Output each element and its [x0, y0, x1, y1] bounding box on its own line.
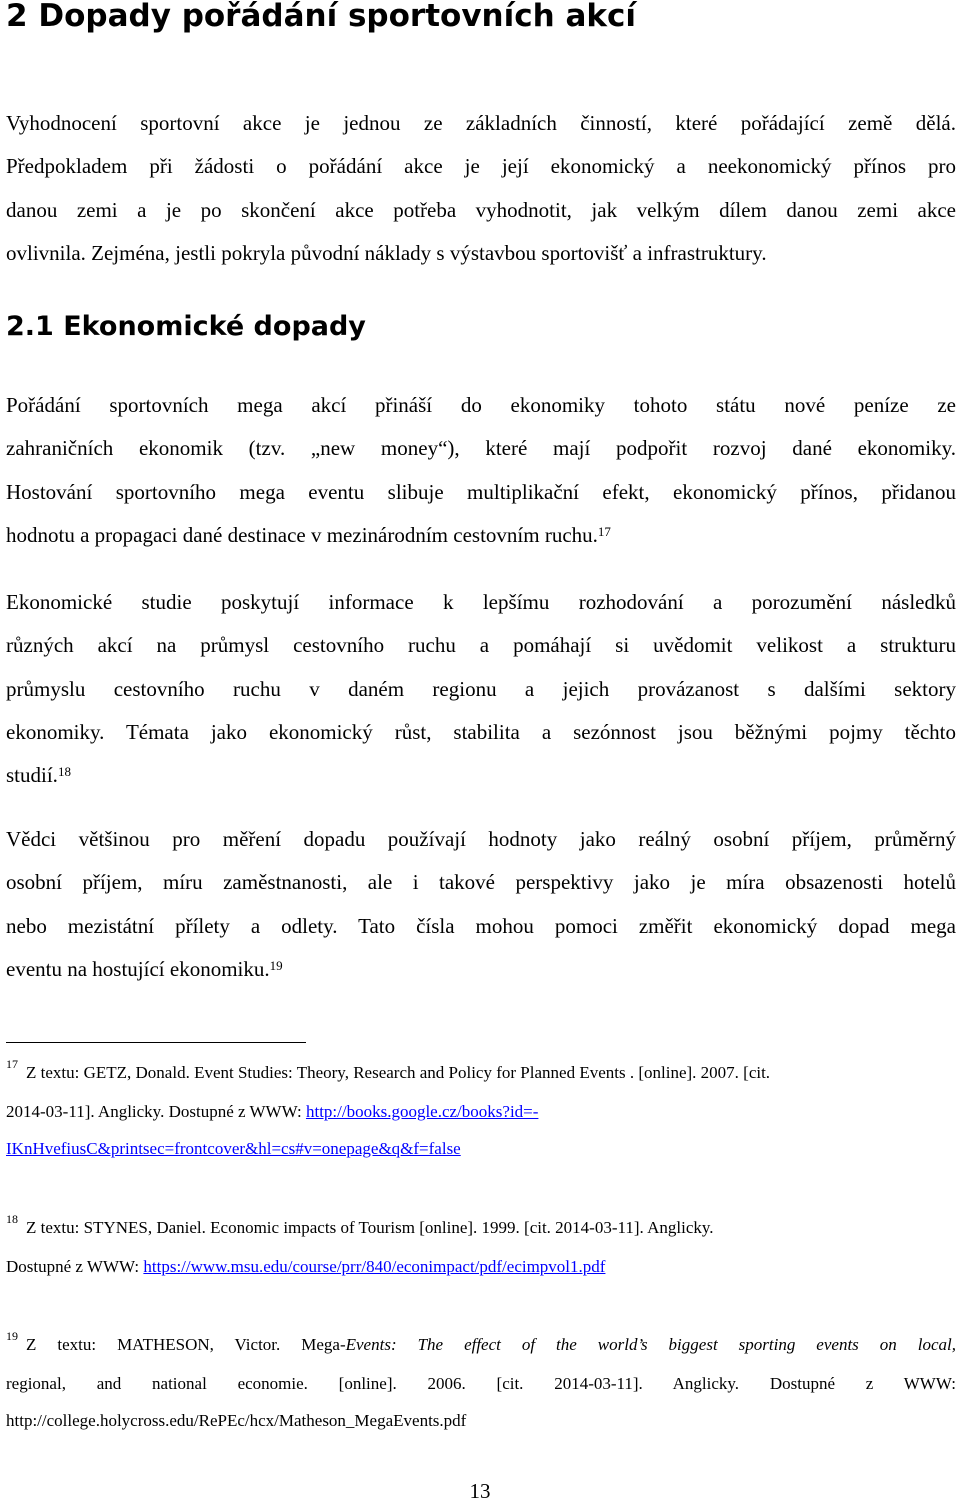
paragraph-line: Vědci většinou pro měření dopadu používají hodnoty jako reálný osobní příjem, průměrný	[6, 827, 956, 851]
footnote-title-italic: Events: The effect of the world’s biggest sporting events on local,	[345, 1335, 956, 1354]
section-heading: 2.1 Ekonomické dopady	[6, 311, 366, 342]
footnote-line	[6, 1054, 956, 1093]
paragraph-line: Ekonomické studie poskytují informace k lepšímu rozhodování a porozumění následků	[6, 590, 956, 614]
footnote-text: Z textu: STYNES, Daniel. Economic impacts of Tourism [online]. 1999. [cit. 2014-03-11]. Anglicky.	[26, 1218, 714, 1237]
paragraph-line: průmyslu cestovního ruchu v daném regionu a jejich provázanost s dalšími sektory	[6, 676, 956, 701]
paragraph-line-text: eventu na hostující ekonomiku.	[6, 956, 270, 981]
footnote-line	[6, 1093, 956, 1130]
footnote-link[interactable]: https://www.msu.edu/course/prr/840/econimpact/pdf/ecimpvol1.pdf	[143, 1257, 606, 1276]
footnote-number: 17	[6, 1057, 18, 1071]
footnote-link-continued[interactable]: IKnHvefiusC&printsec=frontcover&hl=cs#v=onepage&q&f=false	[6, 1139, 461, 1158]
paragraph-line: různých akcí na průmysl cestovního ruchu a pomáhají si uvědomit velikost a strukturu	[6, 633, 956, 658]
page-number: 13	[469, 1479, 491, 1503]
paragraph-line: danou zemi a je po skončení akce potřeba vyhodnotit, jak velkým dílem danou zemi akce	[6, 197, 956, 222]
footnote-line	[6, 1130, 956, 1167]
hosting-paragraph	[6, 471, 956, 558]
paragraph-line: Vyhodnocení sportovní akce je jednou ze základních činností, které pořádající země dělá.	[6, 111, 956, 135]
footnote-17	[6, 1054, 956, 1167]
footnote-link[interactable]: http://books.google.cz/books?id=-	[305, 1102, 539, 1121]
footnote-text: 2014-03-11]. Anglicky. Dostupné z WWW:	[6, 1102, 306, 1121]
footnote-18	[6, 1209, 956, 1285]
chapter-heading: 2 Dopady pořádání sportovních akcí	[6, 0, 637, 34]
paragraph-line: osobní příjem, míru zaměstnanosti, ale i takové perspektivy jako je míra obsazenosti hotelů	[6, 870, 956, 895]
footnote-line: regional, and national economie. [online]. 2006. [cit. 2014-03-11]. Anglicky. Dostupné z WWW:	[6, 1374, 956, 1393]
paragraph-line	[6, 948, 956, 991]
footnote-ref-17[interactable]: 17	[597, 524, 611, 540]
paragraph-line: ovlivnila. Zejména, jestli pokryla původní náklady s výstavbou sportovišť a infrastruktury.	[6, 240, 767, 265]
paragraph-line-text: studií.	[6, 763, 58, 788]
footnote-number: 18	[6, 1212, 18, 1226]
intro-paragraph	[6, 102, 956, 275]
paragraph-line: ekonomiky. Témata jako ekonomický růst, stabilita a sezónnost jsou běžnými pojmy těchto	[6, 719, 956, 744]
footnote-url-text: http://college.holycross.edu/RePEc/hcx/Matheson_MegaEvents.pdf	[6, 1411, 467, 1430]
paragraph-line	[6, 754, 956, 797]
economic-impact-paragraph	[6, 384, 956, 471]
paragraph-line: Předpokladem při žádosti o pořádání akce je její ekonomický a neekonomický přínos pro	[6, 154, 956, 179]
footnote-text: Z textu: GETZ, Donald. Event Studies: Theory, Research and Policy for Planned Events . [online]. 2007. [cit.	[26, 1063, 771, 1082]
paragraph-line: Hostování sportovního mega eventu slibuje multiplikační efekt, ekonomický přínos, přidanou	[6, 480, 956, 504]
paragraph-line: Pořádání sportovních mega akcí přináší do ekonomiky tohoto státu nové peníze ze	[6, 393, 956, 417]
footnote-ref-18[interactable]: 18	[57, 764, 71, 780]
footnote-number: 19	[6, 1329, 18, 1343]
footnote-line	[6, 1248, 956, 1285]
footnote-separator	[6, 1042, 306, 1043]
footnote-text: Z textu: MATHESON, Victor. Mega-	[26, 1335, 346, 1354]
footnote-text: Dostupné z WWW:	[6, 1257, 144, 1276]
paragraph-line-text: hodnotu a propagaci dané destinace v mezinárodním cestovním ruchu.	[6, 523, 598, 548]
footnote-line	[6, 1326, 956, 1365]
footnote-ref-19[interactable]: 19	[269, 957, 283, 973]
paragraph-line: nebo mezistátní přílety a odlety. Tato čísla mohou pomoci změřit ekonomický dopad mega	[6, 913, 956, 938]
studies-paragraph	[6, 581, 956, 797]
paragraph-line	[6, 514, 956, 557]
measurement-paragraph	[6, 818, 956, 991]
footnote-line	[6, 1209, 956, 1248]
paragraph-line: zahraničních ekonomik (tzv. „new money“), které mají podpořit rozvoj dané ekonomiky.	[6, 436, 956, 461]
footnote-19	[6, 1326, 956, 1439]
